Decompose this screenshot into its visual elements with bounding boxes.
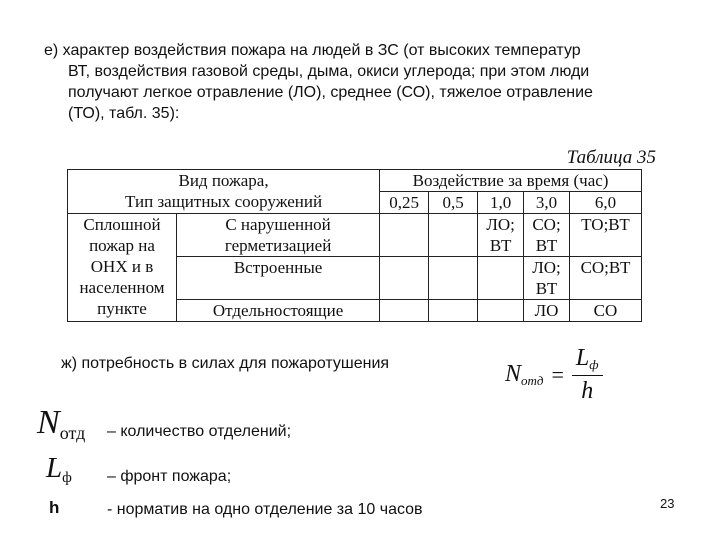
paragraph-e-line3: получают легкое отравление (ЛО), среднее (СО), тяжелое отравление xyxy=(68,84,593,101)
time-cell: 3,0 xyxy=(524,192,570,214)
table-cell xyxy=(429,214,478,257)
paragraph-e-line4: (ТО), табл. 35): xyxy=(68,105,180,122)
formula-equals: = xyxy=(551,362,564,387)
formula-lhs-sub: отд xyxy=(521,373,544,388)
legend-symbol-h: h xyxy=(49,498,60,517)
table-cell: СО xyxy=(569,300,641,322)
time-cell: 6,0 xyxy=(569,192,641,214)
table-cell: ЛО; ВТ xyxy=(524,257,570,300)
shelter-cell: Встроенные xyxy=(177,257,380,300)
shelter-cell: С нарушенной герметизацией xyxy=(177,214,380,257)
legend-h-description: - норматив на одно отделение за 10 часов xyxy=(107,501,423,518)
table-cell xyxy=(429,300,478,322)
formula-lhs xyxy=(505,361,543,389)
table-cell xyxy=(380,214,429,257)
formula xyxy=(505,345,603,405)
formula-num-sub: ф xyxy=(589,357,599,372)
legend-n-letter: N xyxy=(37,404,60,441)
table-header-row xyxy=(68,170,642,192)
paragraph-e-line1: е) характер воздействия пожара на людей в ЗС (от высоких температур xyxy=(44,42,581,59)
paragraph-zh: ж) потребность в силах для пожаротушения xyxy=(61,355,390,372)
table-35 xyxy=(67,169,642,322)
table-cell xyxy=(478,300,524,322)
legend-n-sub: отд xyxy=(59,423,86,443)
legend-l-letter: L xyxy=(46,452,63,484)
header-fire-shelter: Вид пожара, Тип защитных сооружений xyxy=(68,170,380,214)
time-cell: 0,25 xyxy=(380,192,429,214)
header-exposure-time: Воздействие за время (час) xyxy=(380,170,642,192)
legend-symbol-l xyxy=(46,452,72,487)
fire-type-cell: Сплошной пожар на ОНХ и в населенном пункте xyxy=(68,214,177,322)
table-cell: СО;ВТ xyxy=(569,257,641,300)
table-cell: ЛО; ВТ xyxy=(478,214,524,257)
table-caption: Таблица 35 xyxy=(566,147,656,168)
formula-denominator: h xyxy=(581,378,594,404)
legend-symbol-n xyxy=(37,404,85,444)
paragraph-e xyxy=(44,40,694,124)
shelter-cell: Отдельностоящие xyxy=(177,300,380,322)
time-cell: 1,0 xyxy=(478,192,524,214)
legend-l-description: – фронт пожара; xyxy=(107,468,232,485)
legend-l-sub: ф xyxy=(62,470,72,486)
table-cell: ТО;ВТ xyxy=(569,214,641,257)
formula-num-symbol: L xyxy=(575,345,590,371)
table-cell: ЛО xyxy=(524,300,570,322)
legend-n-description: – количество отделений; xyxy=(107,423,292,440)
table-cell xyxy=(429,257,478,300)
paragraph-e-line2: ВТ, воздействия газовой среды, дыма, окиси углерода; при этом люди xyxy=(68,63,590,80)
table-cell xyxy=(380,300,429,322)
formula-numerator xyxy=(572,345,603,376)
formula-fraction xyxy=(572,345,603,405)
table-cell: СО; ВТ xyxy=(524,214,570,257)
table-row xyxy=(68,214,642,257)
page-number: 23 xyxy=(660,496,675,511)
time-cell: 0,5 xyxy=(429,192,478,214)
formula-lhs-symbol: N xyxy=(505,361,522,387)
table-cell xyxy=(380,257,429,300)
table-cell xyxy=(478,257,524,300)
